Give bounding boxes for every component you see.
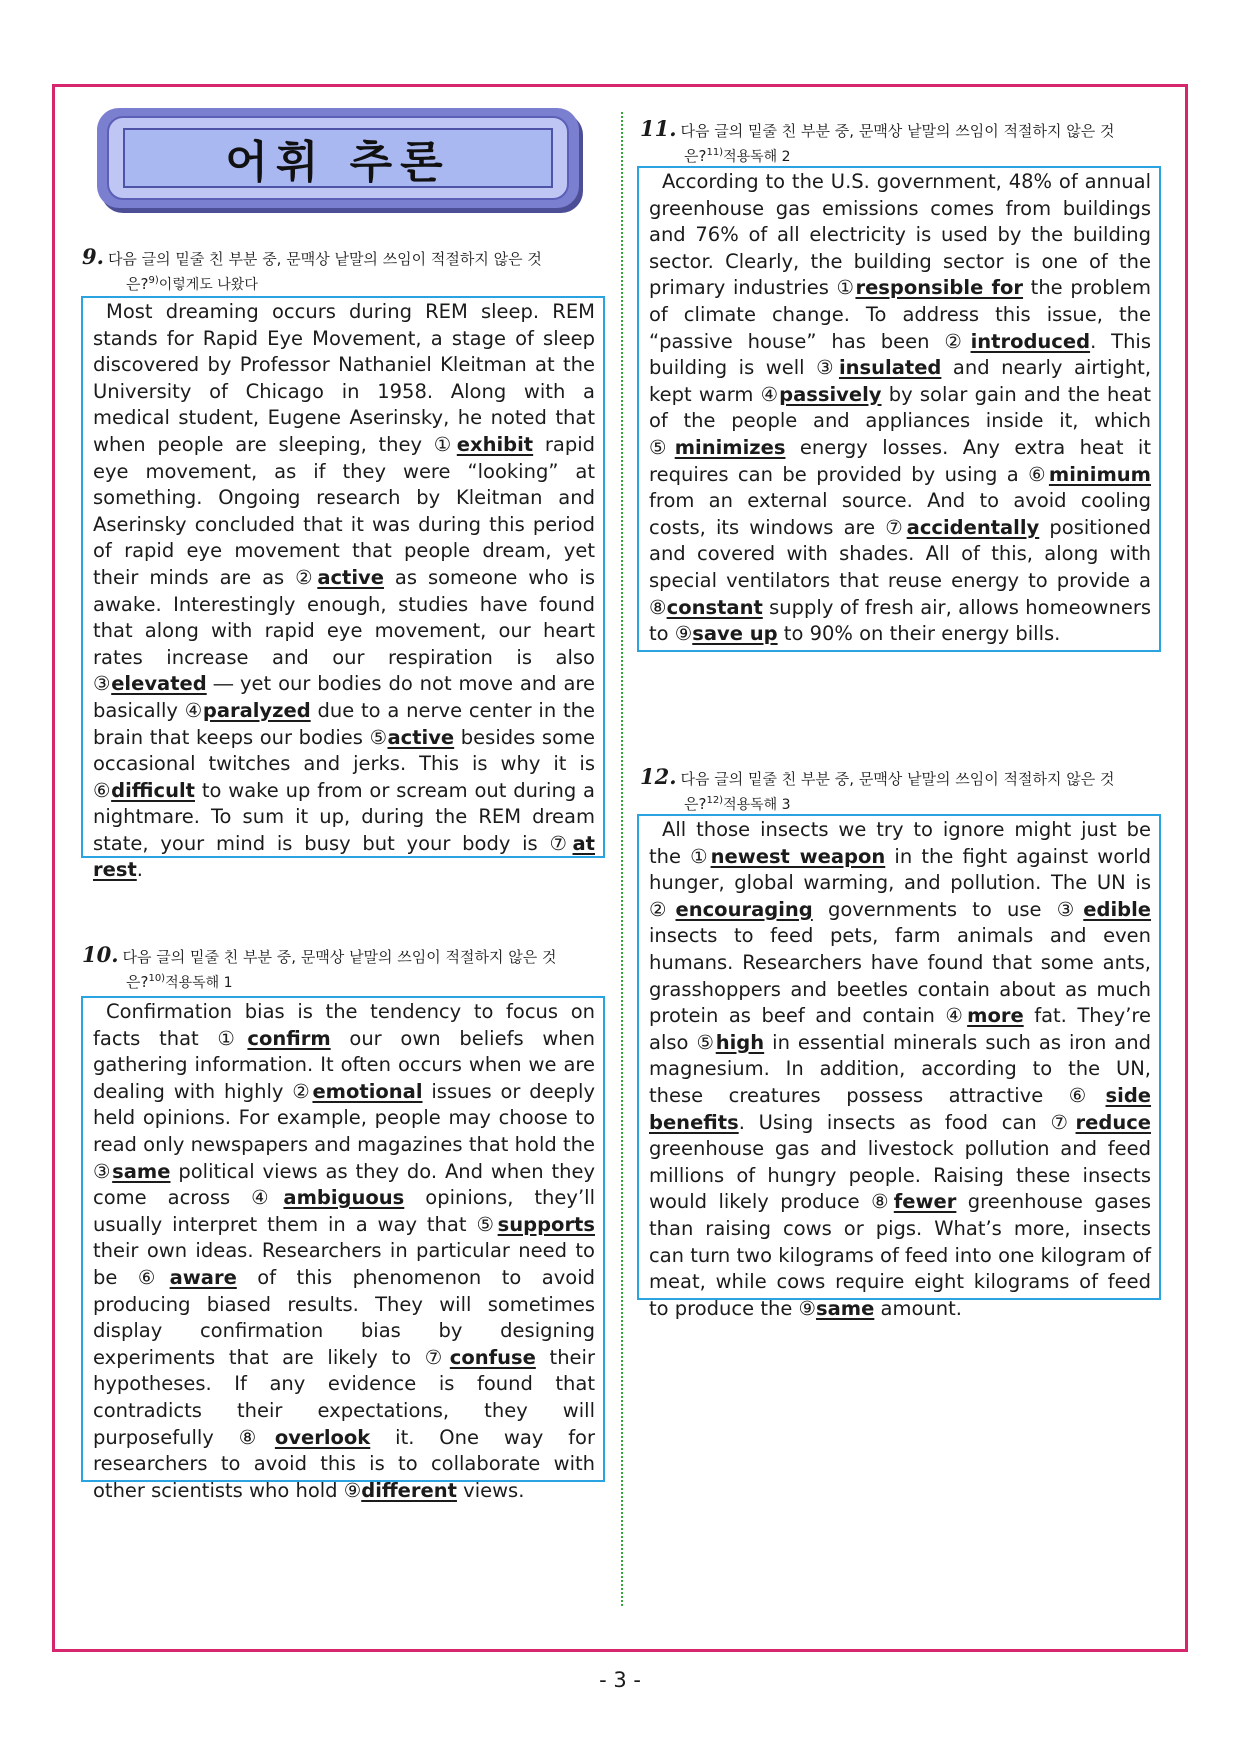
- underlined-choice: [93, 779, 195, 802]
- choice-word: same: [816, 1296, 875, 1320]
- question-prompt: 다음 글의 밑줄 친 부분 중, 문맥상 낱말의 쓰임이 적절하지 않은 것: [680, 770, 1115, 788]
- underlined-choice: [799, 1297, 875, 1320]
- underlined-choice: [425, 1346, 536, 1369]
- underlined-choice: [761, 383, 882, 406]
- question-number: 9.: [82, 244, 104, 269]
- underlined-choice: [1028, 463, 1151, 486]
- question-prompt-end: 은?: [126, 275, 149, 293]
- choice-number: ①: [217, 1026, 248, 1050]
- choice-number: ⑦: [885, 515, 907, 539]
- underlined-choice: [885, 516, 1039, 539]
- column-divider: [621, 112, 623, 1606]
- passage-text-segment: rapid eye movement, as if they were “looking” at something. Ongoing research by Kleitman and Aserinsky concluded that it was during this period of rapid eye movement that people dream, yet their minds are as: [93, 432, 596, 589]
- question-number: 12.: [640, 764, 677, 789]
- underlined-choice: [93, 1160, 170, 1183]
- passage-text-segment: in the fight against world hunger, global warming, and pollution. The UN is: [649, 844, 1151, 895]
- choice-word: aware: [169, 1265, 237, 1289]
- passage-text-segment: besides some occasional twitches and jerks. This is why it is: [93, 725, 596, 776]
- choice-word: difficult: [111, 778, 195, 802]
- choice-word: supports: [497, 1212, 595, 1236]
- passage-text-segment: All those insects we try to ignore might just be the: [649, 818, 1151, 868]
- passage-text-segment: greenhouse gas and livestock pollution and feed millions of hungry people. Raising these insects would likely produce: [649, 1137, 1151, 1214]
- underlined-choice: [292, 1080, 422, 1103]
- choice-word: overlook: [274, 1425, 371, 1449]
- underlined-choice: [138, 1266, 237, 1289]
- choice-number: ⑥: [137, 1265, 170, 1289]
- question-header: [640, 766, 1164, 816]
- underlined-choice: [239, 1426, 371, 1449]
- choice-number: ③: [93, 672, 112, 696]
- passage-text-segment: and nearly airtight, kept warm: [649, 356, 1152, 406]
- choice-number: ①: [690, 844, 711, 868]
- passage-text-segment: it. One way for researchers to avoid this is to collaborate with other scientists who hold: [93, 1425, 596, 1502]
- passage-text-segment: in essential minerals such as iron and magnesium. In addition, according to the UN, these creatures possess attractive: [649, 1030, 1151, 1107]
- choice-word: introduced: [970, 329, 1091, 353]
- choice-word: more: [967, 1004, 1024, 1028]
- underlined-choice: [945, 1004, 1023, 1027]
- underlined-choice: [837, 276, 1024, 299]
- question-header: [82, 246, 606, 296]
- passage-text-segment: of this phenomenon to avoid producing biased results. They will sometimes display confirmation bias by designing experiments that are likely to: [93, 1265, 596, 1369]
- choice-word: responsible for: [855, 276, 1024, 300]
- choice-number: ⑧: [649, 595, 667, 619]
- underlined-choice: [675, 622, 778, 645]
- underlined-choice: [344, 1479, 457, 1502]
- passage-text-segment: issues or deeply held opinions. For example, people may choose to read only newspapers and magazines that hold the: [93, 1079, 595, 1156]
- passage-text-segment: governments to use: [812, 897, 1057, 921]
- question-prompt: 다음 글의 밑줄 친 부분 중, 문맥상 낱말의 쓰임이 적절하지 않은 것: [122, 948, 557, 966]
- choice-number: ⑦: [1050, 1110, 1076, 1134]
- choice-number: ⑥: [1068, 1083, 1106, 1107]
- choice-word: fewer: [893, 1190, 957, 1214]
- choice-number: ⑤: [476, 1212, 498, 1236]
- choice-number: ⑥: [1028, 462, 1049, 486]
- passage-text-segment: to wake up from or scream out during a nightmare. To sum it up, during the REM dream state, your mind is busy but your body is: [93, 778, 595, 855]
- question-prompt: 다음 글의 밑줄 친 부분 중, 문맥상 낱말의 쓰임이 적절하지 않은 것: [680, 122, 1115, 140]
- page-number: - 3 -: [599, 1668, 641, 1692]
- footnote-marker: 12): [706, 795, 724, 806]
- question-prompt-end: 은?: [126, 973, 149, 991]
- passage-text-segment: ― yet our bodies do not move and are basically: [93, 672, 595, 722]
- passage-text-segment: political views as they do. And when they come across: [93, 1159, 595, 1210]
- passage-text-segment: . This building is well: [649, 329, 1151, 380]
- underlined-choice: [816, 356, 941, 379]
- question-prompt-end: 은?: [684, 147, 707, 165]
- question-prompt-end: 은?: [684, 795, 707, 813]
- underlined-choice: [649, 596, 763, 619]
- choice-number: ⑤: [649, 435, 675, 459]
- choice-number: ⑨: [798, 1296, 817, 1320]
- choice-number: ①: [433, 432, 457, 456]
- footnote-marker: 11): [706, 147, 724, 158]
- section-title-badge: [97, 108, 579, 208]
- passage-text-segment: views.: [456, 1478, 525, 1502]
- choice-word: reduce: [1075, 1110, 1151, 1134]
- choice-number: ⑥: [93, 778, 112, 802]
- choice-word: at rest: [93, 831, 595, 882]
- passage-box: [81, 296, 605, 882]
- passage-text-segment: supply of fresh air, allows homeowners to: [649, 595, 1151, 646]
- passage-text-segment: According to the U.S. government, 48% of annual greenhouse gas emissions comes from buildings and 76% of all electricity is used by the building sector. Clearly, the building sector is one of the primary industries: [649, 170, 1151, 300]
- choice-number: ④: [760, 382, 780, 406]
- choice-number: ④: [945, 1004, 968, 1028]
- question-number: 10.: [82, 942, 119, 967]
- passage-text: [93, 999, 595, 1504]
- underlined-choice: [1051, 1111, 1151, 1134]
- choice-word: different: [361, 1478, 457, 1502]
- choice-word: confuse: [449, 1345, 536, 1369]
- underlined-choice: [1057, 898, 1151, 921]
- underlined-choice: [434, 433, 533, 456]
- passage-text: [649, 817, 1151, 1322]
- underlined-choice: [185, 699, 311, 722]
- choice-number: ②: [292, 1079, 313, 1103]
- choice-number: ①: [836, 276, 856, 300]
- passage-box: [81, 996, 605, 1502]
- choice-word: passively: [779, 382, 882, 406]
- passage-text-segment: amount.: [874, 1296, 962, 1320]
- underlined-choice: [476, 1213, 595, 1236]
- passage-text-segment: their hypotheses. If any evidence is found that contradicts their expectations, they will purposefully: [93, 1345, 595, 1449]
- passage-text-segment: their own ideas. Researchers in particular need to be: [93, 1239, 595, 1289]
- passage-text-segment: opinions, they’ll usually interpret them in a way that: [93, 1186, 595, 1236]
- passage-text-segment: insects to feed pets, farm animals and even humans. Researchers have found that some ants, grasshoppers and beetles contain about as much protein as beef and contain: [649, 924, 1151, 1028]
- choice-word: accidentally: [906, 515, 1040, 539]
- question-prompt: 다음 글의 밑줄 친 부분 중, 문맥상 낱말의 쓰임이 적절하지 않은 것: [107, 250, 542, 268]
- underlined-choice: [696, 1031, 764, 1054]
- passage-text-segment: fat. They’re also: [649, 1004, 1151, 1054]
- choice-word: active: [387, 725, 455, 749]
- passage-text-segment: to 90% on their energy bills.: [777, 622, 1061, 646]
- passage-text-segment: Most dreaming occurs during REM sleep. REM stands for Rapid Eye Movement, a stage of sleep discovered by Professor Nathaniel Kleitman at the University of Chicago in 1958. Along with a medical student, Eugene Aserinsky, he noted that when people are sleeping, they: [93, 300, 595, 456]
- underlined-choice: [871, 1190, 956, 1213]
- passage-text-segment: .: [136, 858, 143, 882]
- choice-number: ②: [649, 897, 676, 921]
- footnote-marker: 9): [148, 275, 159, 286]
- choice-number: ⑧: [871, 1190, 894, 1214]
- choice-word: paralyzed: [202, 698, 311, 722]
- passage-text-segment: due to a nerve center in the brain that keeps our bodies: [93, 698, 596, 749]
- choice-word: high: [715, 1030, 765, 1054]
- underlined-choice: [370, 726, 455, 749]
- passage-text-segment: the problem of climate change. To address this issue, the “passive house” has been: [649, 276, 1152, 353]
- underlined-choice: [93, 672, 207, 695]
- passage-text: [93, 299, 595, 884]
- passage-text-segment: Confirmation bias is the tendency to focus on facts that: [93, 1000, 595, 1050]
- question-source: 적용독해 3: [723, 797, 791, 813]
- section-title: 어휘 추론: [225, 137, 451, 188]
- choice-word: emotional: [312, 1079, 423, 1103]
- underlined-choice: [649, 898, 813, 921]
- choice-word: exhibit: [456, 432, 534, 456]
- choice-word: active: [317, 565, 384, 589]
- footnote-marker: 10): [148, 973, 166, 984]
- underlined-choice: [295, 566, 384, 589]
- choice-word: insulated: [838, 356, 942, 380]
- question-header: [82, 944, 606, 994]
- choice-number: ⑦: [424, 1345, 450, 1369]
- choice-word: constant: [666, 595, 763, 619]
- passage-box: [637, 166, 1161, 652]
- passage-box: [637, 814, 1161, 1320]
- question-number: 11.: [640, 116, 677, 141]
- underlined-choice: [690, 845, 885, 868]
- choice-number: ④: [251, 1186, 284, 1210]
- choice-word: encouraging: [675, 897, 813, 921]
- underlined-choice: [217, 1027, 330, 1050]
- underlined-choice: [944, 330, 1090, 353]
- underlined-choice: [649, 436, 785, 459]
- choice-number: ⑨: [343, 1478, 362, 1502]
- choice-word: same: [112, 1159, 171, 1183]
- choice-number: ⑦: [549, 831, 573, 855]
- choice-number: ②: [295, 565, 318, 589]
- question-source: 이렇게도 나왔다: [158, 277, 258, 293]
- passage-text-segment: as someone who is awake. Interestingly enough, studies have found that along with rapid eye movement, our heart rates increase and our respiration is also: [93, 565, 596, 669]
- choice-word: confirm: [247, 1026, 331, 1050]
- choice-number: ③: [1056, 897, 1084, 921]
- choice-word: newest weapon: [710, 844, 886, 868]
- passage-text-segment: greenhouse gases than raising cows or pigs. What’s more, insects can turn two kilograms of feed into one kilogram of meat, while cows require eight kilograms of feed to produce the: [649, 1190, 1152, 1320]
- choice-number: ⑧: [238, 1425, 275, 1449]
- choice-word: edible: [1083, 897, 1152, 921]
- underlined-choice: [251, 1186, 404, 1209]
- passage-text-segment: positioned and covered with shades. All of this, along with special ventilators that reuse energy to provide a: [649, 515, 1152, 592]
- question-source: 적용독해 2: [723, 149, 791, 165]
- choice-number: ⑤: [369, 725, 388, 749]
- passage-text: [649, 169, 1151, 648]
- passage-text-segment: energy losses. Any extra heat it requires can be provided by using a: [649, 435, 1151, 486]
- choice-number: ③: [93, 1159, 113, 1183]
- choice-word: minimizes: [674, 435, 786, 459]
- passage-text-segment: our own beliefs when gathering information. It often occurs when we are dealing with highly: [93, 1026, 596, 1103]
- choice-number: ⑨: [674, 622, 693, 646]
- choice-word: minimum: [1048, 462, 1151, 486]
- passage-text-segment: . Using insects as food can: [738, 1110, 1051, 1134]
- choice-word: side benefits: [649, 1083, 1152, 1134]
- choice-number: ⑤: [696, 1030, 716, 1054]
- choice-word: save up: [692, 622, 778, 646]
- choice-word: elevated: [111, 672, 207, 696]
- choice-number: ②: [944, 329, 971, 353]
- passage-text-segment: by solar gain and the heat of the people and appliances inside it, which: [649, 382, 1151, 433]
- choice-number: ③: [816, 356, 839, 380]
- passage-text-segment: from an external source. And to avoid cooling costs, its windows are: [649, 489, 1151, 539]
- question-header: [640, 118, 1164, 168]
- question-source: 적용독해 1: [165, 975, 233, 991]
- choice-number: ④: [184, 698, 203, 722]
- choice-word: ambiguous: [283, 1186, 405, 1210]
